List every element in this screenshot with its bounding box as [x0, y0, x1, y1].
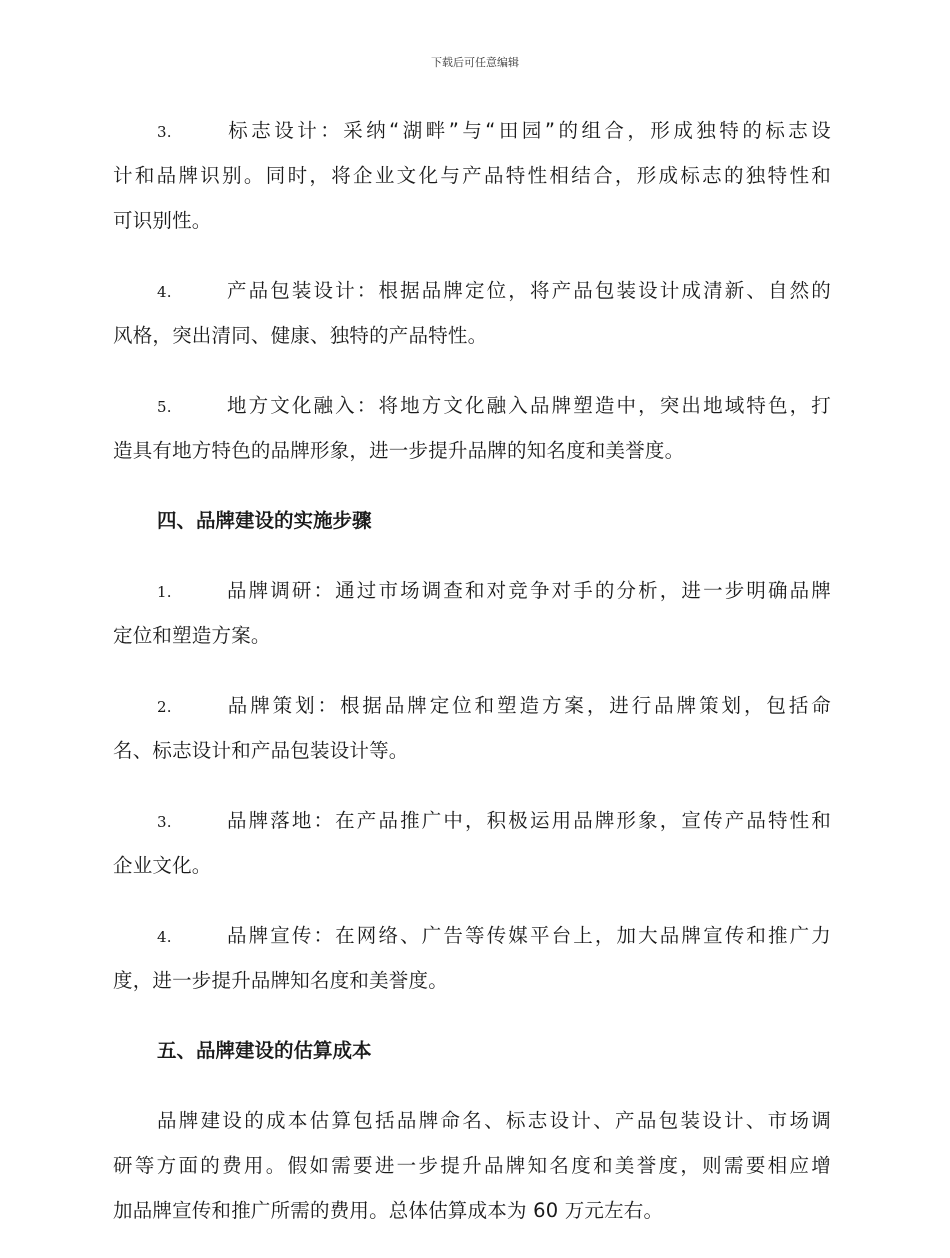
list-text: 地方文化融入：将地方文化融入品牌塑造中，突出地域特色，打: [225, 394, 831, 417]
list-item: [113, 798, 831, 888]
paragraph-line: 加品牌宣传和推广所需的费用。总体估算成本为 60 万元左右。: [113, 1199, 664, 1222]
list-text: 标志设计：采纳“湖畔”与“田园”的组合，形成独特的标志设: [225, 119, 831, 142]
list-text: 名、标志设计和产品包装设计等。: [113, 739, 409, 762]
list-text: 度，进一步提升品牌知名度和美誉度。: [113, 969, 448, 992]
list-item: [113, 108, 831, 243]
paragraph-line: 研等方面的费用。假如需要进一步提升品牌知名度和美誉度，则需要相应增: [113, 1154, 831, 1177]
list-item: [113, 383, 831, 473]
paragraph: [113, 1098, 831, 1233]
list-text: 计和品牌识别。同时，将企业文化与产品特性相结合，形成标志的独特性和: [113, 164, 831, 187]
list-text: 造具有地方特色的品牌形象，进一步提升品牌的知名度和美誉度。: [113, 439, 685, 462]
list-text: 品牌调研：通过市场调查和对竞争对手的分析，进一步明确品牌: [225, 579, 831, 602]
list-text: 品牌宣传：在网络、广告等传媒平台上，加大品牌宣传和推广力: [225, 924, 831, 947]
list-text: 品牌落地：在产品推广中，积极运用品牌形象，宣传产品特性和: [225, 809, 831, 832]
section-heading: 五、品牌建设的估算成本: [157, 1039, 372, 1062]
list-item: [113, 683, 831, 773]
list-text: 品牌策划：根据品牌定位和塑造方案，进行品牌策划，包括命: [225, 694, 831, 717]
list-number: 3.: [157, 123, 172, 141]
list-text: 可识别性。: [113, 209, 212, 232]
list-text: 产品包装设计：根据品牌定位，将产品包装设计成清新、自然的: [225, 279, 831, 302]
list-item: [113, 568, 831, 658]
list-number: 4.: [157, 283, 172, 301]
document-body: [113, 108, 831, 1258]
page-header: 下载后可任意编辑: [431, 56, 519, 69]
list-text: 风格，突出清同、健康、独特的产品特性。: [113, 324, 488, 347]
list-number: 1.: [157, 583, 172, 601]
list-number: 4.: [157, 928, 172, 946]
list-number: 2.: [157, 698, 172, 716]
paragraph-line: 品牌建设的成本估算包括品牌命名、标志设计、产品包装设计、市场调: [157, 1109, 831, 1132]
list-item: [113, 268, 831, 358]
list-number: 5.: [157, 398, 172, 416]
section-heading: 四、品牌建设的实施步骤: [157, 509, 372, 532]
list-text: 企业文化。: [113, 854, 212, 877]
list-number: 3.: [157, 813, 172, 831]
list-item: [113, 913, 831, 1003]
list-text: 定位和塑造方案。: [113, 624, 271, 647]
